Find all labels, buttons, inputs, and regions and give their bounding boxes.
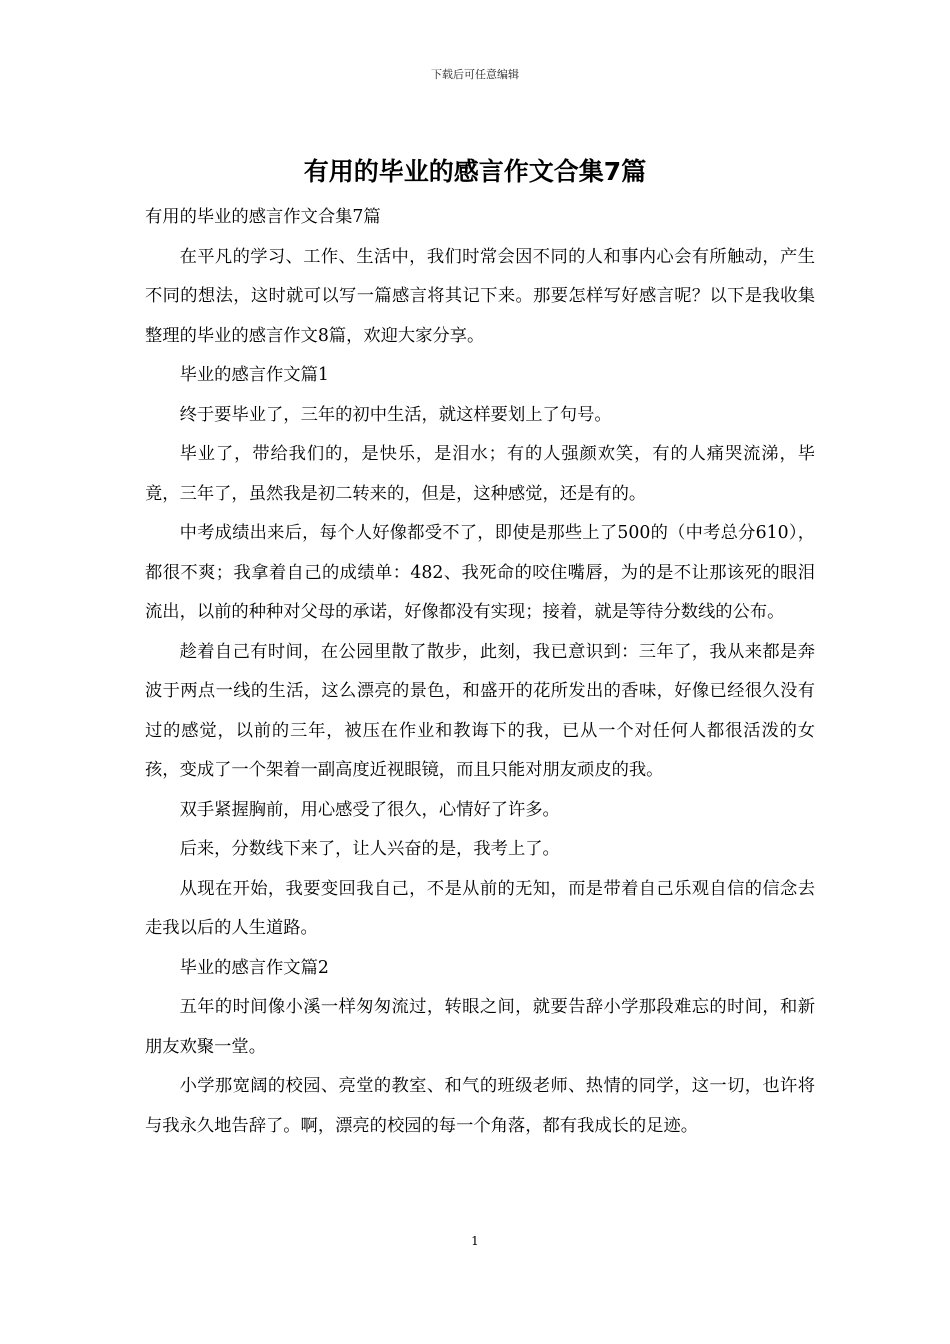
paragraph: 小学那宽阔的校园、亮堂的教室、和气的班级老师、热情的同学，这一切，也许将与我永久地告辞了。啊，漂亮的校园的每一个角落，都有我成长的足迹。 — [145, 1076, 815, 1136]
document-body — [145, 198, 815, 1146]
paragraph: 毕业了，带给我们的，是快乐，是泪水；有的人强颜欢笑，有的人痛哭流涕，毕竟，三年了，虽然我是初二转来的，但是，这种感觉，还是有的。 — [145, 444, 815, 504]
paragraph-intro: 在平凡的学习、工作、生活中，我们时常会因不同的人和事内心会有所触动，产生不同的想法，这时就可以写一篇感言将其记下来。那要怎样写好感言呢？以下是我收集整理的毕业的感言作文8篇，欢迎大家分享。 — [145, 246, 815, 346]
section-heading-1: 毕业的感言作文篇1 — [179, 365, 329, 385]
paragraph: 五年的时间像小溪一样匆匆流过，转眼之间，就要告辞小学那段难忘的时间，和新朋友欢聚一堂。 — [145, 997, 815, 1057]
paragraph: 趁着自己有时间，在公园里散了散步，此刻，我已意识到：三年了，我从来都是奔波于两点一线的生活，这么漂亮的景色，和盛开的花所发出的香味，好像已经很久没有过的感觉，以前的三年，被压在作业和教诲下的我，已从一个对任何人都很活泼的女孩，变成了一个架着一副高度近视眼镜，而且只能对朋友顽皮的我。 — [145, 641, 815, 780]
paragraph: 后来，分数线下来了，让人兴奋的是，我考上了。 — [179, 839, 560, 859]
paragraph: 双手紧握胸前，用心感受了很久，心情好了许多。 — [179, 799, 560, 820]
paragraph: 终于要毕业了，三年的初中生活，就这样要划上了句号。 — [179, 404, 612, 425]
document-subtitle: 有用的毕业的感言作文合集7篇 — [145, 207, 381, 227]
paragraph: 从现在开始，我要变回我自己，不是从前的无知，而是带着自己乐观自信的信念去走我以后的人生道路。 — [145, 878, 815, 938]
section-heading-2: 毕业的感言作文篇2 — [179, 957, 329, 978]
page-number: 1 — [471, 1234, 479, 1248]
document-title: 有用的毕业的感言作文合集7篇 — [303, 157, 647, 186]
page-header: 下载后可任意编辑 — [431, 68, 519, 81]
paragraph: 中考成绩出来后，每个人好像都受不了，即使是那些上了500的（中考总分610），都很不爽；我拿着自己的成绩单：482、我死命的咬住嘴唇，为的是不让那该死的眼泪流出，以前的种种对父母的承诺，好像都没有实现；接着，就是等待分数线的公布。 — [145, 523, 815, 622]
